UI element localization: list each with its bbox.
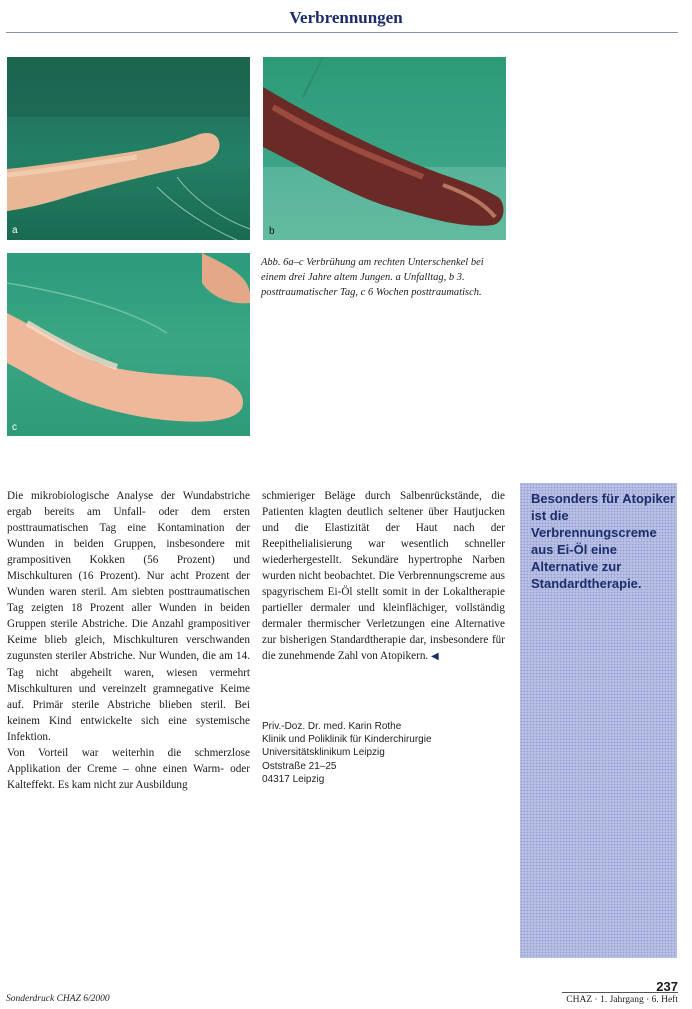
leg-burn-day3-image <box>263 57 506 240</box>
figure-c-label: c <box>12 422 17 433</box>
body-column-middle <box>262 488 505 666</box>
body-paragraph: Von Vorteil war weiterhin die schmerzlose Applikation der Creme – ohne einen Warm- oder Kalteffekt. Es kam nicht zur Ausbildung <box>7 746 250 791</box>
address-line: Universitätsklinikum Leipzig <box>262 747 385 759</box>
journal-info: CHAZ · 1. Jahrgang · 6. Heft <box>566 995 678 1005</box>
figure-6c-photo <box>7 253 250 436</box>
figure-caption: Abb. 6a–c Verbrühung am rechten Unterschenkel bei einem drei Jahre altem Jungen. a Unfalltag, b 3. posttraumatischer Tag, c 6 Wochen posttraumatisch. <box>261 257 484 298</box>
body-paragraph-text: schmieriger Beläge durch Salbenrückstände, die Patienten klagten deutlich seltener über Hautjucken und die Elastizität der Haut nach der Reepithelialisierung war wesentlich schneller wiederhergestellt. Sekundäre hypertrophe Narben wurden nicht beobachtet. Die Verbrennungscreme aus spagyrischem Ei-Öl stellt somit in der Lokaltherapie partieller dermaler und kleinflächiger, vollständig dermaler thermischer Verletzungen eine Alternative zur bisherigen Standardtherapie dar, insbesondere für die zunehmende Zahl von Atopikern. <box>262 490 505 663</box>
body-paragraph <box>262 488 505 666</box>
leg-burn-day0-image <box>7 57 250 240</box>
figure-b-label: b <box>269 226 275 237</box>
author-address <box>262 720 502 786</box>
address-line: Oststraße 21–25 <box>262 760 337 772</box>
address-line: Klinik und Poliklinik für Kinderchirurgie <box>262 734 432 746</box>
address-line: Priv.-Doz. Dr. med. Karin Rothe <box>262 721 402 732</box>
body-column-left <box>7 488 250 793</box>
article-end-icon: ◀ <box>431 651 439 663</box>
leg-healed-6weeks-image <box>7 253 250 436</box>
figure-a-label: a <box>12 225 18 236</box>
address-line: 04317 Leipzig <box>262 773 325 785</box>
figure-6b-photo <box>263 57 506 240</box>
figure-6a-photo <box>7 57 250 240</box>
body-paragraph: Die mikrobiologische Analyse der Wundabstriche ergab bereits am Unfall- oder dem ersten posttraumatischen Tag eine Kontamination der Wunden in beiden Gruppen, insbesondere mit grampositiven Kokken (56 Prozent) und Mischkulturen (16 Prozent). Nur acht Prozent der Wunden waren steril. Am siebten posttraumatischen Tag zeigten 18 Prozent aller Wunden in beiden Gruppen sterile Abstriche. Die Anzahl grampositiver Keime blieb gleich, Mischkulturen verschwanden zugunsten steriler Abstriche. Nur Wunden, die am 14. Tag nicht abgeheilt waren, wiesen vermehrt Mischkulturen und vereinzelt gramnegative Keime auf. Primär sterile Abstriche blieben steril. Bei keinem Kind entwickelte sich eine systemische Infektion. <box>7 490 250 743</box>
page-number: 237 <box>656 979 678 994</box>
sidebar-pullquote: Besonders für Atopiker ist die Verbrennungscreme aus Ei-Öl eine Alternative zur Standardtherapie. <box>531 491 675 591</box>
page-header-title: Verbrennungen <box>289 8 403 27</box>
reprint-note: Sonderdruck CHAZ 6/2000 <box>6 994 110 1004</box>
header-divider <box>6 32 678 33</box>
